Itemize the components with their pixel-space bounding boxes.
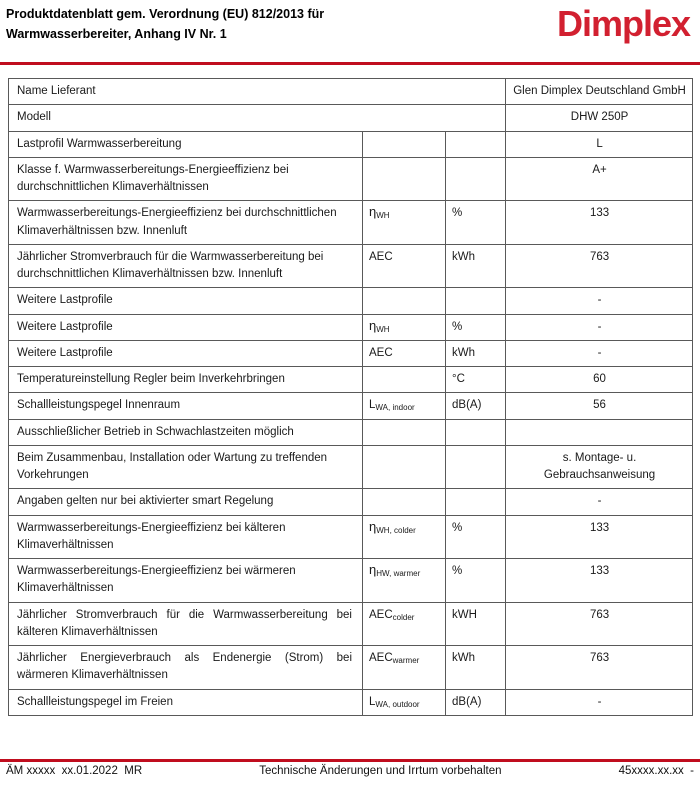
row-value: DHW 250P	[570, 111, 629, 124]
row-label: Modell	[17, 111, 51, 124]
table-row	[9, 367, 693, 393]
unit-cell	[446, 131, 506, 157]
label-cell	[9, 201, 363, 245]
label-cell	[9, 689, 363, 715]
row-label: Weitere Lastprofile	[17, 294, 113, 307]
symbol-base: AEC	[369, 652, 393, 664]
row-value: -	[597, 346, 602, 359]
row-label: Temperatureinstellung Regler beim Inverkehrbringen	[17, 373, 285, 385]
table-row	[9, 445, 693, 489]
unit-cell	[446, 559, 506, 603]
symbol-cell	[363, 288, 446, 314]
symbol-base: η	[369, 562, 377, 577]
header-rule	[0, 62, 700, 65]
document-footer	[6, 765, 694, 777]
value-cell	[506, 244, 693, 288]
unit-cell	[446, 244, 506, 288]
symbol-cell	[363, 367, 446, 393]
unit-label: °C	[452, 373, 465, 385]
label-cell	[9, 445, 363, 489]
page-title-line-2: Warmwasserbereiter, Anhang IV Nr. 1	[6, 27, 227, 42]
value-cell	[506, 489, 693, 515]
row-value: 763	[589, 250, 610, 263]
label-cell	[9, 367, 363, 393]
row-value: 133	[589, 521, 610, 534]
value-cell	[506, 314, 693, 340]
symbol-cell	[363, 393, 446, 419]
table-row	[9, 646, 693, 690]
label-cell	[9, 559, 363, 603]
row-value: A+	[592, 163, 607, 176]
symbol-cell	[363, 244, 446, 288]
symbol-cell	[363, 201, 446, 245]
label-cell	[9, 646, 363, 690]
value-cell	[506, 393, 693, 419]
row-label: Beim Zusammenbau, Installation oder Wartung zu treffenden Vorkehrungen	[17, 451, 328, 481]
product-data-table-wrap	[8, 78, 692, 716]
page-title-line-1: Produktdatenblatt gem. Verordnung (EU) 812/2013 für	[6, 7, 325, 21]
symbol-cell	[363, 646, 446, 690]
row-value: 133	[589, 565, 610, 577]
table-row	[9, 244, 693, 288]
table-row	[9, 515, 693, 559]
row-label: Name Lieferant	[17, 85, 96, 97]
value-cell	[506, 559, 693, 603]
row-label: Jährlicher Stromverbrauch für die Warmwasserbereitung bei durchschnittlichen Klimaverhältnissen bzw. Innenluft	[17, 250, 324, 280]
unit-cell	[446, 314, 506, 340]
row-value: 763	[589, 652, 610, 664]
table-row	[9, 314, 693, 340]
label-cell	[9, 515, 363, 559]
unit-label: %	[452, 521, 463, 534]
value-cell	[506, 105, 693, 131]
value-cell	[506, 515, 693, 559]
label-cell	[9, 419, 363, 445]
table-row	[9, 201, 693, 245]
row-value: 56	[593, 399, 606, 412]
unit-cell	[446, 602, 506, 646]
value-cell	[506, 689, 693, 715]
product-data-table	[8, 78, 693, 716]
value-cell	[506, 602, 693, 646]
label-cell	[9, 602, 363, 646]
unit-cell	[446, 201, 506, 245]
label-cell	[9, 314, 363, 340]
label-cell	[9, 157, 363, 201]
value-cell	[506, 201, 693, 245]
page-title	[6, 4, 324, 45]
table-row	[9, 393, 693, 419]
unit-cell	[446, 157, 506, 201]
label-cell	[9, 288, 363, 314]
table-row	[9, 131, 693, 157]
unit-label: %	[452, 207, 463, 220]
row-value: -	[597, 294, 602, 307]
footer-document-number: 45xxxx.xx.xx -	[618, 765, 694, 777]
value-cell	[506, 445, 693, 489]
unit-label: %	[452, 565, 463, 577]
row-value: L	[596, 137, 603, 150]
symbol-base: L	[369, 695, 376, 708]
symbol-base: AEC	[369, 346, 393, 359]
label-cell	[9, 244, 363, 288]
unit-cell	[446, 288, 506, 314]
label-cell	[9, 340, 363, 366]
row-value: 763	[589, 608, 610, 621]
symbol-base: η	[369, 204, 377, 220]
value-cell	[506, 288, 693, 314]
table-row	[9, 340, 693, 366]
unit-cell	[446, 646, 506, 690]
footer-revision-info: ÄM xxxxx xx.01.2022 MR	[6, 765, 143, 777]
unit-cell	[446, 515, 506, 559]
value-cell	[506, 419, 693, 445]
symbol-cell	[363, 131, 446, 157]
table-row	[9, 157, 693, 201]
row-label: Schallleistungspegel Innenraum	[17, 399, 181, 412]
value-cell	[506, 367, 693, 393]
symbol-cell	[363, 602, 446, 646]
label-cell	[9, 131, 363, 157]
footer-disclaimer: Technische Änderungen und Irrtum vorbehalten	[259, 765, 502, 777]
value-cell	[506, 646, 693, 690]
table-row	[9, 559, 693, 603]
symbol-base: AEC	[369, 250, 393, 263]
symbol-base: η	[369, 518, 377, 534]
unit-label: dB(A)	[452, 399, 482, 412]
symbol-base: L	[369, 399, 376, 412]
unit-label: kWh	[452, 652, 475, 664]
unit-label: dB(A)	[452, 695, 482, 708]
symbol-cell	[363, 489, 446, 515]
label-cell	[9, 79, 506, 105]
row-label: Angaben gelten nur bei aktivierter smart Regelung	[17, 495, 274, 508]
symbol-base: AEC	[369, 608, 393, 621]
row-label: Ausschließlicher Betrieb in Schwachlastzeiten möglich	[17, 425, 294, 438]
value-cell	[506, 157, 693, 201]
symbol-subscript: WH	[376, 324, 390, 334]
row-label: Weitere Lastprofile	[17, 346, 113, 359]
row-value: 133	[589, 207, 610, 220]
row-value: 60	[593, 373, 606, 385]
row-value: Glen Dimplex Deutschland GmbH	[513, 85, 686, 97]
table-row	[9, 288, 693, 314]
symbol-cell	[363, 340, 446, 366]
row-value: -	[597, 695, 602, 708]
unit-label: kWh	[452, 346, 475, 359]
table-row	[9, 105, 693, 131]
label-cell	[9, 393, 363, 419]
unit-cell	[446, 340, 506, 366]
unit-cell	[446, 393, 506, 419]
symbol-subscript: WH, colder	[376, 525, 416, 535]
symbol-base: η	[369, 317, 377, 333]
row-label: Weitere Lastprofile	[17, 320, 113, 333]
symbol-subscript: WA, indoor	[375, 403, 415, 413]
table-row	[9, 79, 693, 105]
row-label: Klasse f. Warmwasserbereitungs-Energieeffizienz bei durchschnittlichen Klimaverhältnissen	[17, 163, 289, 193]
table-row	[9, 689, 693, 715]
symbol-subscript: WH	[376, 211, 390, 221]
unit-cell	[446, 489, 506, 515]
label-cell	[9, 489, 363, 515]
footer-rule	[0, 759, 700, 762]
value-cell	[506, 340, 693, 366]
symbol-cell	[363, 689, 446, 715]
document-header	[6, 4, 690, 45]
unit-label: %	[452, 320, 463, 333]
symbol-subscript: warmer	[392, 656, 420, 665]
value-cell	[506, 131, 693, 157]
symbol-cell	[363, 515, 446, 559]
row-label: Warmwasserbereitungs-Energieeffizienz bei wärmeren Klimaverhältnissen	[17, 565, 296, 595]
row-label: Jährlicher Stromverbrauch für die Warmwasserbereitung bei kälteren Klimaverhältnissen	[17, 608, 352, 638]
row-label: Schallleistungspegel im Freien	[17, 695, 173, 708]
table-row	[9, 489, 693, 515]
unit-label: kWH	[452, 608, 477, 621]
unit-label: kWh	[452, 250, 475, 263]
row-label: Jährlicher Energieverbrauch als Endenergie (Strom) bei wärmeren Klimaverhältnissen	[17, 652, 352, 682]
symbol-subscript: WA, outdoor	[375, 699, 420, 709]
symbol-subscript: colder	[392, 612, 415, 622]
unit-cell	[446, 445, 506, 489]
symbol-cell	[363, 445, 446, 489]
row-label: Warmwasserbereitungs-Energieeffizienz bei durchschnittlichen Klimaverhältnissen bzw. Innenluft	[17, 207, 337, 237]
row-label: Lastprofil Warmwasserbereitung	[17, 137, 182, 150]
symbol-subscript: HW, warmer	[376, 569, 421, 578]
symbol-cell	[363, 314, 446, 340]
table-row	[9, 602, 693, 646]
table-row	[9, 419, 693, 445]
unit-cell	[446, 419, 506, 445]
unit-cell	[446, 367, 506, 393]
symbol-cell	[363, 419, 446, 445]
unit-cell	[446, 689, 506, 715]
symbol-cell	[363, 559, 446, 603]
symbol-cell	[363, 157, 446, 201]
value-cell	[506, 79, 693, 105]
row-value: -	[597, 495, 602, 508]
row-label: Warmwasserbereitungs-Energieeffizienz bei kälteren Klimaverhältnissen	[17, 521, 286, 551]
row-value: -	[597, 320, 602, 333]
row-value: s. Montage- u. Gebrauchsanweisung	[543, 451, 656, 481]
label-cell	[9, 105, 506, 131]
dimplex-logo: Dimplex	[556, 3, 690, 44]
